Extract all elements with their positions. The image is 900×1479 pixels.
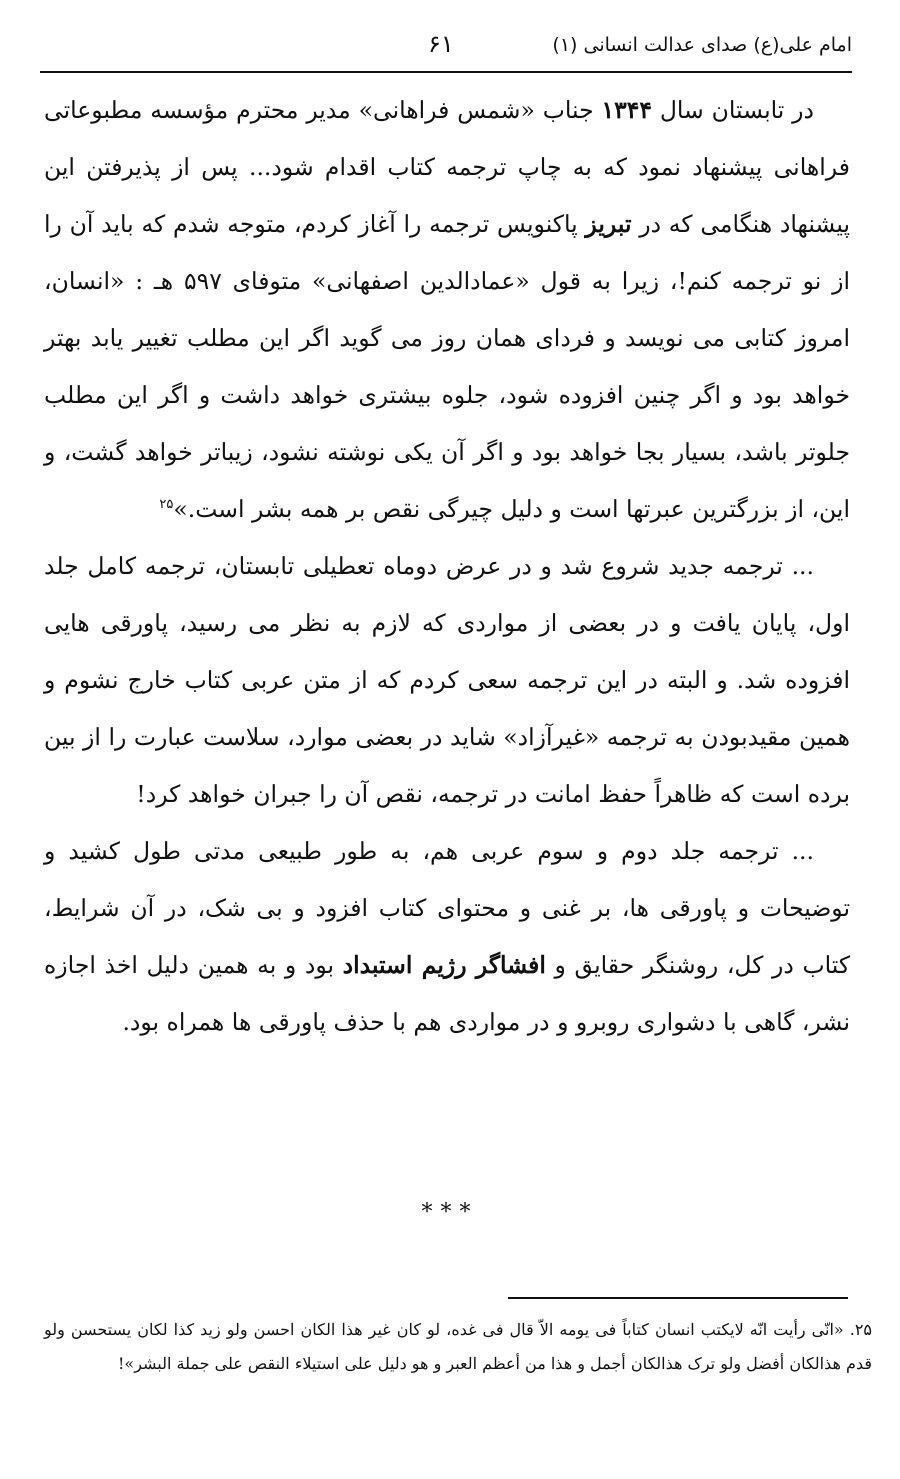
text-run: در تابستان سال [651,96,814,124]
paragraph [44,82,850,538]
text-run: ... ترجمه جدید شروع شد و در عرض دوماه تعطیلی تابستان، ترجمه کامل جلد اول، پایان یافت و در بعضی از مواردی که لازم به نظر می رسید، پاورقی هایی افزوده شد. و البته در این ترجمه سعی کردم که از متن عربی کتاب خارج نشوم و همین مقیدبودن به ترجمه «غیرآزاد» شاید در بعضی موارد، سلاست عبارت را از بین برده است که ظاهراً حفظ امانت در ترجمه، نقص آن را جبران خواهد کرد! [44,552,850,808]
text-run: پاکنویس ترجمه را آغاز کردم، متوجه شدم که باید آن را از نو ترجمه کنم!، زیرا به قول «عمادالدین اصفهانی» متوفای ۵۹۷ هـ : «انسان، امروز کتابی می نویسد و فردای همان روز می گوید اگر این مطلب تغییر یابد بهتر خواهد بود و اگر چنین افزوده شود، جلوه بیشتری خواهد داشت و اگر این مطلب جلوتر باشد، بسیار بجا خواهد بود و اگر آن یکی نوشته نشود، زیباتر خواهد گشت، و این، از بزرگترین عبرتها است و دلیل چیرگی نقص بر همه بشر است.» [44,210,850,523]
paragraph [44,538,850,823]
running-title: امام علی(ع) صدای عدالت انسانی (۱) [552,34,852,56]
header-divider [40,71,852,73]
footnote-reference[interactable]: ۲۵ [159,497,174,513]
footnote: ۲۵. «انّی رأیت انّه لایکتب انسان کتاباً فی یومه الاّ قال فی غده، لو کان غیر هذا الکان احسن ولو زید کذا لکان یستحسن ولو قدم هذالکان أفضل ولو ترک هذالکان أجمل و هذا من أعظم العبر و هو دلیل علی استیلاء النقص علی جملة البشر»! [44,1320,872,1373]
page-number: ۶۱ [428,30,454,58]
body-text [44,82,850,1051]
text-run: جناب «شمس فراهانی» مدیر محترم مؤسسه مطبوعاتی فراهانی پیشنهاد نمود که به چاپ ترجمه کتاب اقدام شود... پس از پذیرفتن این پیشنهاد هنگامی که در [44,96,851,238]
footnote-divider [508,1297,848,1299]
text-run: ... ترجمه جلد دوم و سوم عربی هم، به طور طبیعی مدتی طول کشید و توضیحات و پاورقی ها، بر غنی و محتوای کتاب افزود و بی شک، در آن شرایط، کتاب در کل، روشنگر حقایق و [44,837,851,979]
bold-text: تبریز [585,210,632,238]
section-separator: *** [421,1200,479,1225]
page-header [40,28,852,70]
text-run: بود و به همین دلیل اخذ اجازه نشر، گاهی با دشواری روبرو و در مواردی هم با حذف پاورقی ها همراه بود. [44,951,850,1036]
paragraph [44,823,850,1051]
bold-text: افشاگر رژیم استبداد [342,951,546,979]
bold-text: ۱۳۴۴ [601,96,652,124]
